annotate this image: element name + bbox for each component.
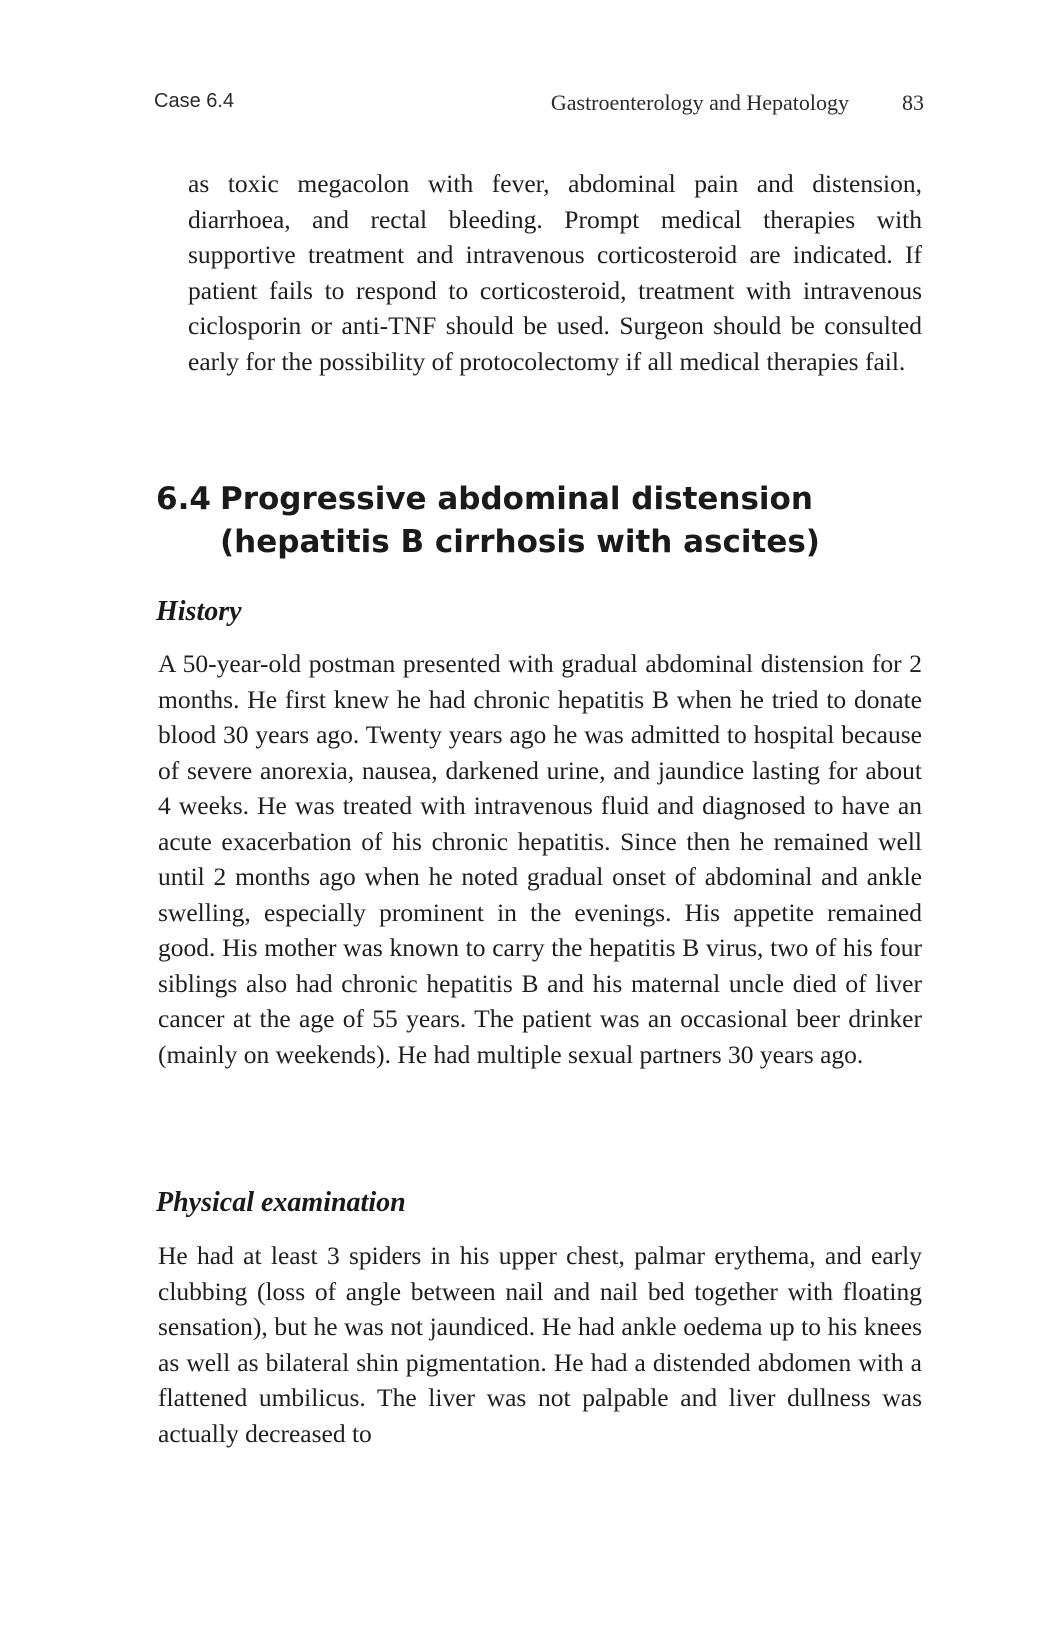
running-head-section: Gastroenterology and Hepatology	[550, 90, 849, 115]
history-paragraph: A 50-year-old postman presented with gradual abdominal distension for 2 months. He first knew he had chronic hepatitis B when he tried to donate blood 30 years ago. Twenty years ago he was admitted to hospital because of severe anorexia, nausea, darkened urine, and jaundice lasting for about 4 weeks. He was treated with intravenous fluid and diagnosed to have an acute exacerbation of his chronic hepatitis. Since then he remained well until 2 months ago when he noted gradual onset of abdominal and ankle swelling, especially prominent in the evenings. His appetite remained good. His mother was known to carry the hepatitis B virus, two of his four siblings also had chronic hepatitis B and his maternal uncle died of liver cancer at the age of 55 years. The patient was an occasional beer drinker (mainly on weekends). He had multiple sexual partners 30 years ago.	[158, 649, 922, 1069]
continued-paragraph: as toxic megacolon with fever, abdominal pain and distension, diarrhoea, and rectal bleeding. Prompt medical therapies with supportive treatment and intravenous corticosteroid are indicated. If patient fails to respond to corticosteroid, treatment with intravenous ciclosporin or anti-TNF should be used. Surgeon should be consulted early for the possibility of protocolectomy if all medical therapies fail.	[188, 169, 922, 376]
physical-examination-heading: Physical examination	[156, 1187, 406, 1218]
section-heading	[156, 478, 926, 564]
section-title: Progressive abdominal distension (hepatitis B cirrhosis with ascites)	[220, 481, 820, 560]
running-head-case: Case 6.4	[154, 90, 235, 112]
physical-examination-paragraph: He had at least 3 spiders in his upper chest, palmar erythema, and early clubbing (loss of angle between nail and nail bed together with floating sensation), but he was not jaundiced. He had ankle oedema up to his knees as well as bilateral shin pigmentation. He had a distended abdomen with a flattened umbilicus. The liver was not palpable and liver dullness was actually decreased to	[158, 1241, 922, 1448]
history-heading: History	[156, 596, 242, 627]
running-head	[154, 90, 924, 124]
section-number: 6.4	[156, 481, 211, 517]
page-number: 83	[902, 90, 924, 115]
